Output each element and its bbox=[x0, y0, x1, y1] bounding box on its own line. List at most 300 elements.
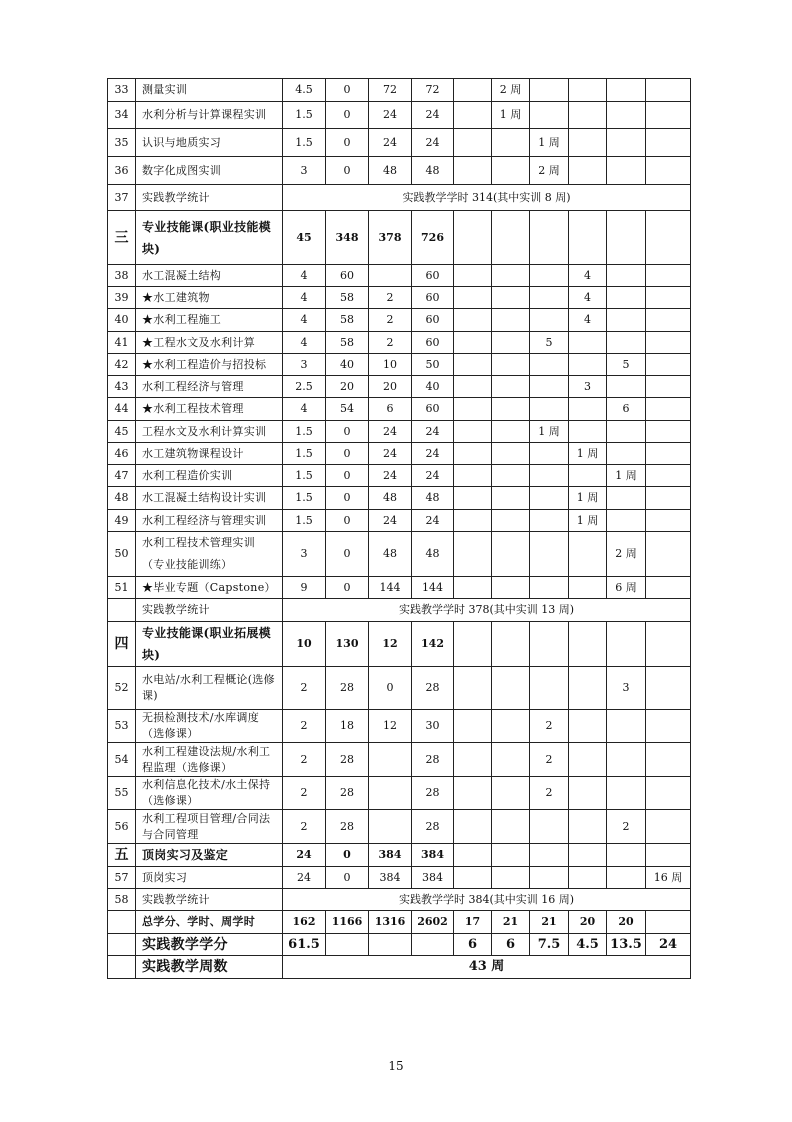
table-cell bbox=[607, 157, 646, 185]
table-cell bbox=[646, 129, 691, 157]
table-cell: 60 bbox=[412, 309, 454, 332]
table-cell bbox=[492, 867, 530, 889]
table-cell: 2.5 bbox=[283, 376, 326, 398]
table-cell: 144 bbox=[369, 577, 412, 599]
table-cell bbox=[607, 309, 646, 332]
table-cell: 48 bbox=[412, 157, 454, 185]
table-cell bbox=[646, 465, 691, 487]
table-row bbox=[108, 185, 691, 211]
table-row bbox=[108, 743, 691, 777]
table-cell: 24 bbox=[369, 102, 412, 129]
table-cell bbox=[454, 487, 492, 510]
table-cell: 1.5 bbox=[283, 421, 326, 443]
row-number-cell: 40 bbox=[108, 309, 136, 332]
table-row bbox=[108, 211, 691, 265]
table-cell bbox=[492, 376, 530, 398]
table-cell: 378 bbox=[369, 211, 412, 265]
course-name-cell: 实践教学统计 bbox=[136, 889, 283, 911]
table-cell bbox=[454, 465, 492, 487]
table-cell bbox=[569, 622, 607, 667]
course-name-cell: 测量实训 bbox=[136, 79, 283, 102]
table-cell bbox=[454, 421, 492, 443]
table-cell bbox=[569, 157, 607, 185]
table-cell: 72 bbox=[412, 79, 454, 102]
table-cell: 12 bbox=[369, 622, 412, 667]
table-cell: 6 bbox=[607, 398, 646, 421]
table-cell bbox=[369, 743, 412, 777]
table-cell bbox=[530, 510, 569, 532]
table-cell bbox=[492, 844, 530, 867]
table-cell bbox=[569, 667, 607, 710]
table-cell bbox=[607, 844, 646, 867]
table-cell: 3 bbox=[283, 532, 326, 577]
row-number-cell: 44 bbox=[108, 398, 136, 421]
table-cell bbox=[646, 743, 691, 777]
table-cell bbox=[492, 287, 530, 309]
table-cell: 60 bbox=[326, 265, 369, 287]
table-cell: 1 周 bbox=[569, 487, 607, 510]
table-cell: 0 bbox=[326, 79, 369, 102]
table-cell bbox=[492, 810, 530, 844]
table-cell bbox=[369, 265, 412, 287]
row-number-cell: 57 bbox=[108, 867, 136, 889]
table-cell: 24 bbox=[412, 443, 454, 465]
table-cell: 18 bbox=[326, 710, 369, 743]
course-name-cell: 认识与地质实习 bbox=[136, 129, 283, 157]
table-cell: 24 bbox=[412, 421, 454, 443]
row-number-cell bbox=[108, 956, 136, 979]
table-cell bbox=[530, 487, 569, 510]
table-cell bbox=[607, 622, 646, 667]
table-cell bbox=[607, 487, 646, 510]
table-cell bbox=[454, 867, 492, 889]
table-cell bbox=[454, 777, 492, 810]
table-cell bbox=[569, 577, 607, 599]
table-cell: 4 bbox=[283, 398, 326, 421]
course-name-cell: ★工程水文及水利计算 bbox=[136, 332, 283, 354]
course-name-cell: 水利工程技术管理实训 （专业技能训练） bbox=[136, 532, 283, 577]
course-name-cell: 水工混凝土结构设计实训 bbox=[136, 487, 283, 510]
table-cell: 60 bbox=[412, 332, 454, 354]
table-cell bbox=[454, 79, 492, 102]
course-name-cell: 水利工程项目管理/合同法与合同管理 bbox=[136, 810, 283, 844]
table-cell bbox=[569, 710, 607, 743]
table-cell bbox=[454, 102, 492, 129]
course-name-cell: 实践教学周数 bbox=[136, 956, 283, 979]
table-cell: 2602 bbox=[412, 911, 454, 934]
table-cell: 1316 bbox=[369, 911, 412, 934]
table-cell bbox=[412, 934, 454, 956]
table-cell bbox=[646, 810, 691, 844]
course-name-cell: 水工混凝土结构 bbox=[136, 265, 283, 287]
table-cell bbox=[569, 129, 607, 157]
table-cell: 726 bbox=[412, 211, 454, 265]
table-cell bbox=[530, 622, 569, 667]
table-cell: 40 bbox=[326, 354, 369, 376]
table-cell bbox=[454, 844, 492, 867]
table-cell bbox=[492, 710, 530, 743]
table-cell: 60 bbox=[412, 398, 454, 421]
course-name-cell: 水利分析与计算课程实训 bbox=[136, 102, 283, 129]
row-number-cell: 46 bbox=[108, 443, 136, 465]
row-number-cell: 34 bbox=[108, 102, 136, 129]
table-cell: 72 bbox=[369, 79, 412, 102]
table-cell bbox=[530, 309, 569, 332]
course-name-cell: ★水利工程施工 bbox=[136, 309, 283, 332]
course-name-cell: 数字化成图实训 bbox=[136, 157, 283, 185]
table-cell bbox=[530, 577, 569, 599]
table-cell: 24 bbox=[369, 510, 412, 532]
table-cell bbox=[646, 710, 691, 743]
table-cell bbox=[607, 211, 646, 265]
table-row bbox=[108, 956, 691, 979]
table-cell: 0 bbox=[326, 844, 369, 867]
table-cell: 0 bbox=[326, 443, 369, 465]
table-cell: 1166 bbox=[326, 911, 369, 934]
table-cell: 1 周 bbox=[607, 465, 646, 487]
row-number-cell: 49 bbox=[108, 510, 136, 532]
table-cell bbox=[492, 577, 530, 599]
row-number-cell: 55 bbox=[108, 777, 136, 810]
table-cell bbox=[369, 777, 412, 810]
table-cell bbox=[646, 354, 691, 376]
row-number-cell: 42 bbox=[108, 354, 136, 376]
curriculum-table-body bbox=[108, 79, 691, 979]
table-cell bbox=[454, 532, 492, 577]
table-cell: 24 bbox=[369, 443, 412, 465]
table-cell bbox=[326, 934, 369, 956]
table-row bbox=[108, 867, 691, 889]
table-cell bbox=[454, 332, 492, 354]
table-cell: 30 bbox=[412, 710, 454, 743]
table-cell: 2 bbox=[283, 743, 326, 777]
table-row bbox=[108, 487, 691, 510]
table-row bbox=[108, 443, 691, 465]
table-cell bbox=[530, 532, 569, 577]
row-number-cell: 36 bbox=[108, 157, 136, 185]
table-cell bbox=[492, 354, 530, 376]
table-cell: 58 bbox=[326, 287, 369, 309]
table-cell: 24 bbox=[283, 867, 326, 889]
table-cell: 0 bbox=[326, 421, 369, 443]
table-cell bbox=[492, 510, 530, 532]
table-cell bbox=[646, 157, 691, 185]
table-cell: 162 bbox=[283, 911, 326, 934]
table-cell bbox=[492, 211, 530, 265]
row-number-cell: 35 bbox=[108, 129, 136, 157]
table-cell bbox=[454, 577, 492, 599]
course-name-cell: 水电站/水利工程概论(选修课) bbox=[136, 667, 283, 710]
table-row bbox=[108, 287, 691, 309]
course-name-cell: 专业技能课(职业拓展模块) bbox=[136, 622, 283, 667]
table-cell: 28 bbox=[326, 810, 369, 844]
table-cell bbox=[646, 911, 691, 934]
table-cell: 实践教学学时 378(其中实训 13 周) bbox=[283, 599, 691, 622]
table-cell: 16 周 bbox=[646, 867, 691, 889]
table-row bbox=[108, 309, 691, 332]
table-cell bbox=[454, 743, 492, 777]
table-cell bbox=[569, 532, 607, 577]
table-row bbox=[108, 265, 691, 287]
table-cell: 28 bbox=[326, 743, 369, 777]
table-cell bbox=[492, 465, 530, 487]
course-name-cell: 实践教学统计 bbox=[136, 185, 283, 211]
table-cell: 24 bbox=[369, 465, 412, 487]
table-cell bbox=[492, 487, 530, 510]
row-number-cell: 54 bbox=[108, 743, 136, 777]
table-row bbox=[108, 157, 691, 185]
table-cell: 60 bbox=[412, 265, 454, 287]
course-name-cell: 实践教学统计 bbox=[136, 599, 283, 622]
table-cell: 6 bbox=[369, 398, 412, 421]
table-cell: 2 周 bbox=[492, 79, 530, 102]
table-cell bbox=[530, 443, 569, 465]
table-cell: 2 bbox=[283, 667, 326, 710]
table-cell bbox=[569, 810, 607, 844]
row-number-cell: 52 bbox=[108, 667, 136, 710]
table-cell: 60 bbox=[412, 287, 454, 309]
table-cell: 28 bbox=[326, 777, 369, 810]
table-row bbox=[108, 421, 691, 443]
table-row bbox=[108, 354, 691, 376]
table-cell: 2 bbox=[530, 710, 569, 743]
course-name-cell: ★毕业专题（Capstone） bbox=[136, 577, 283, 599]
table-cell: 130 bbox=[326, 622, 369, 667]
table-cell bbox=[607, 129, 646, 157]
table-cell bbox=[530, 287, 569, 309]
table-cell: 28 bbox=[412, 810, 454, 844]
table-cell bbox=[569, 743, 607, 777]
course-name-cell: 顶岗实习及鉴定 bbox=[136, 844, 283, 867]
table-row bbox=[108, 667, 691, 710]
table-cell: 4 bbox=[569, 265, 607, 287]
row-number-cell: 58 bbox=[108, 889, 136, 911]
table-cell bbox=[646, 332, 691, 354]
table-cell: 48 bbox=[369, 532, 412, 577]
table-row bbox=[108, 622, 691, 667]
table-cell bbox=[492, 667, 530, 710]
table-cell bbox=[454, 354, 492, 376]
table-cell bbox=[530, 376, 569, 398]
table-cell bbox=[454, 622, 492, 667]
table-row bbox=[108, 332, 691, 354]
course-name-cell: ★水利工程技术管理 bbox=[136, 398, 283, 421]
table-cell bbox=[607, 102, 646, 129]
table-cell: 4 bbox=[283, 265, 326, 287]
table-cell: 20 bbox=[607, 911, 646, 934]
table-cell bbox=[569, 79, 607, 102]
table-cell: 43 周 bbox=[283, 956, 691, 979]
table-cell bbox=[454, 510, 492, 532]
table-cell: 实践教学学时 384(其中实训 16 周) bbox=[283, 889, 691, 911]
table-cell: 3 bbox=[283, 157, 326, 185]
table-cell: 28 bbox=[412, 667, 454, 710]
table-cell: 50 bbox=[412, 354, 454, 376]
table-cell: 4 bbox=[569, 287, 607, 309]
table-row bbox=[108, 911, 691, 934]
table-cell bbox=[646, 211, 691, 265]
course-name-cell: ★水工建筑物 bbox=[136, 287, 283, 309]
table-cell: 0 bbox=[326, 487, 369, 510]
table-cell: 0 bbox=[369, 667, 412, 710]
table-cell bbox=[607, 79, 646, 102]
table-cell: 6 bbox=[492, 934, 530, 956]
table-cell: 21 bbox=[530, 911, 569, 934]
table-row bbox=[108, 510, 691, 532]
table-cell bbox=[646, 376, 691, 398]
table-cell bbox=[492, 265, 530, 287]
table-cell bbox=[607, 332, 646, 354]
table-cell bbox=[646, 510, 691, 532]
table-cell bbox=[569, 102, 607, 129]
row-number-cell: 50 bbox=[108, 532, 136, 577]
course-name-cell: 水利工程经济与管理实训 bbox=[136, 510, 283, 532]
table-cell bbox=[530, 211, 569, 265]
table-cell bbox=[530, 79, 569, 102]
table-cell: 24 bbox=[646, 934, 691, 956]
table-cell bbox=[454, 129, 492, 157]
table-cell bbox=[646, 844, 691, 867]
table-cell: 13.5 bbox=[607, 934, 646, 956]
table-cell: 2 周 bbox=[607, 532, 646, 577]
table-cell: 3 bbox=[283, 354, 326, 376]
table-cell: 1.5 bbox=[283, 487, 326, 510]
table-cell: 1 周 bbox=[569, 443, 607, 465]
table-cell: 0 bbox=[326, 510, 369, 532]
page-number: 15 bbox=[388, 1059, 404, 1073]
table-cell: 61.5 bbox=[283, 934, 326, 956]
table-row bbox=[108, 532, 691, 577]
row-number-cell: 53 bbox=[108, 710, 136, 743]
table-cell bbox=[607, 287, 646, 309]
table-cell: 0 bbox=[326, 867, 369, 889]
table-row bbox=[108, 777, 691, 810]
table-cell: 5 bbox=[530, 332, 569, 354]
table-cell bbox=[607, 710, 646, 743]
table-cell bbox=[369, 934, 412, 956]
table-cell: 6 bbox=[454, 934, 492, 956]
course-name-cell: 专业技能课(职业技能模块) bbox=[136, 211, 283, 265]
row-number-cell: 37 bbox=[108, 185, 136, 211]
row-number-cell: 五 bbox=[108, 844, 136, 867]
table-cell: 20 bbox=[326, 376, 369, 398]
table-cell bbox=[530, 867, 569, 889]
table-cell: 384 bbox=[412, 844, 454, 867]
table-row bbox=[108, 102, 691, 129]
table-cell: 384 bbox=[369, 844, 412, 867]
table-cell bbox=[646, 577, 691, 599]
table-cell bbox=[492, 622, 530, 667]
table-cell: 45 bbox=[283, 211, 326, 265]
table-row bbox=[108, 577, 691, 599]
table-cell: 0 bbox=[326, 577, 369, 599]
table-cell: 4.5 bbox=[569, 934, 607, 956]
table-row bbox=[108, 398, 691, 421]
table-cell: 58 bbox=[326, 332, 369, 354]
table-cell: 24 bbox=[412, 102, 454, 129]
row-number-cell bbox=[108, 599, 136, 622]
table-cell bbox=[454, 265, 492, 287]
table-cell bbox=[454, 443, 492, 465]
table-cell: 6 周 bbox=[607, 577, 646, 599]
row-number-cell: 四 bbox=[108, 622, 136, 667]
table-row bbox=[108, 934, 691, 956]
table-cell: 2 bbox=[283, 810, 326, 844]
table-cell: 1.5 bbox=[283, 465, 326, 487]
table-cell: 48 bbox=[369, 487, 412, 510]
table-cell bbox=[492, 332, 530, 354]
table-cell: 9 bbox=[283, 577, 326, 599]
row-number-cell: 41 bbox=[108, 332, 136, 354]
table-row bbox=[108, 810, 691, 844]
table-cell bbox=[607, 867, 646, 889]
table-cell: 5 bbox=[607, 354, 646, 376]
row-number-cell: 45 bbox=[108, 421, 136, 443]
table-cell: 7.5 bbox=[530, 934, 569, 956]
table-cell: 0 bbox=[326, 102, 369, 129]
row-number-cell: 47 bbox=[108, 465, 136, 487]
table-cell: 2 bbox=[369, 309, 412, 332]
table-cell bbox=[569, 332, 607, 354]
table-cell bbox=[646, 398, 691, 421]
table-cell: 24 bbox=[412, 465, 454, 487]
table-cell bbox=[646, 532, 691, 577]
table-cell: 12 bbox=[369, 710, 412, 743]
table-cell: 28 bbox=[412, 777, 454, 810]
table-cell: 2 bbox=[530, 777, 569, 810]
table-cell: 54 bbox=[326, 398, 369, 421]
table-cell bbox=[607, 421, 646, 443]
table-cell bbox=[607, 443, 646, 465]
course-name-cell: 水利工程经济与管理 bbox=[136, 376, 283, 398]
course-name-cell: 水利信息化技术/水土保持（选修课） bbox=[136, 777, 283, 810]
table-cell: 1.5 bbox=[283, 102, 326, 129]
table-cell bbox=[530, 810, 569, 844]
table-cell: 144 bbox=[412, 577, 454, 599]
table-row bbox=[108, 376, 691, 398]
table-cell bbox=[569, 844, 607, 867]
table-cell: 28 bbox=[326, 667, 369, 710]
course-name-cell: 实践教学学分 bbox=[136, 934, 283, 956]
table-cell: 1.5 bbox=[283, 443, 326, 465]
table-cell bbox=[454, 157, 492, 185]
table-cell: 20 bbox=[569, 911, 607, 934]
table-cell: 24 bbox=[369, 421, 412, 443]
row-number-cell: 三 bbox=[108, 211, 136, 265]
table-cell: 3 bbox=[607, 667, 646, 710]
table-cell: 2 周 bbox=[530, 157, 569, 185]
table-cell bbox=[569, 465, 607, 487]
table-cell bbox=[492, 157, 530, 185]
table-cell bbox=[454, 211, 492, 265]
table-cell bbox=[492, 398, 530, 421]
table-cell: 10 bbox=[283, 622, 326, 667]
table-cell: 24 bbox=[369, 129, 412, 157]
table-cell bbox=[646, 777, 691, 810]
table-cell bbox=[492, 129, 530, 157]
table-cell: 20 bbox=[369, 376, 412, 398]
table-cell: 142 bbox=[412, 622, 454, 667]
table-cell: 4 bbox=[283, 332, 326, 354]
table-cell bbox=[646, 667, 691, 710]
table-cell: 10 bbox=[369, 354, 412, 376]
table-row bbox=[108, 79, 691, 102]
table-cell: 2 bbox=[369, 287, 412, 309]
row-number-cell: 56 bbox=[108, 810, 136, 844]
table-cell: 4 bbox=[283, 287, 326, 309]
table-cell bbox=[646, 102, 691, 129]
row-number-cell: 33 bbox=[108, 79, 136, 102]
